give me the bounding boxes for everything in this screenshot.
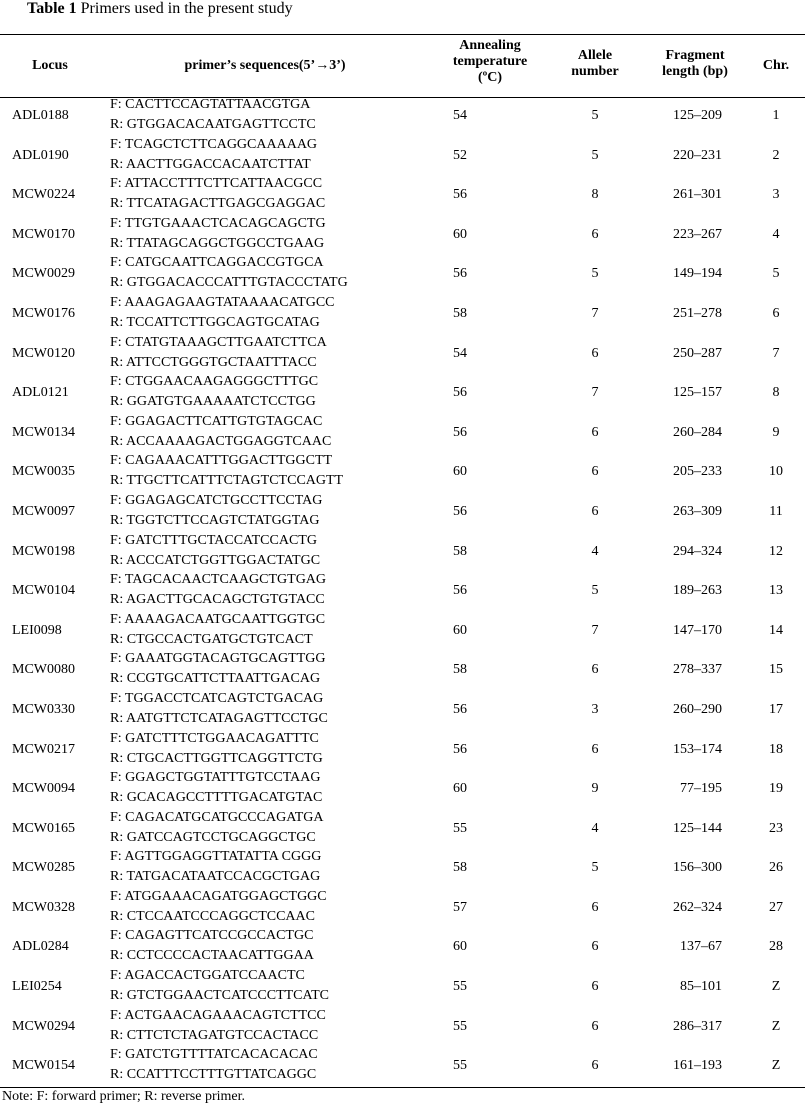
allele-number-cell: 6 — [591, 503, 599, 519]
table-row — [0, 216, 805, 256]
allele-number-cell: 9 — [591, 781, 599, 797]
fragment-length-cell: 220–231 — [673, 147, 722, 163]
reverse-primer-cell: R: TATGACATAATCCACGCTGAG — [110, 869, 321, 885]
reverse-primer-cell: R: CTGCACTTGGTTCAGGTTCTG — [110, 750, 323, 766]
annealing-temperature-cell: 55 — [453, 820, 467, 836]
annealing-temperature-cell: 60 — [453, 464, 467, 480]
allele-number-cell: 5 — [591, 108, 599, 123]
header-annealing-line-1: Annealing — [459, 38, 521, 53]
table-row — [0, 691, 805, 731]
locus-cell: ADL0121 — [12, 385, 69, 401]
reverse-primer-cell: R: TCCATTCTTGGCAGTGCATAG — [110, 314, 320, 330]
annealing-temperature-cell: 55 — [453, 979, 467, 995]
locus-cell: MCW0134 — [12, 424, 75, 440]
forward-primer-cell: F: AAAGAGAAGTATAAAACATGCC — [110, 294, 335, 310]
table-bottom-rule — [0, 1087, 805, 1088]
annealing-temperature-cell: 55 — [453, 1018, 467, 1034]
fragment-length-cell: 156–300 — [673, 860, 722, 876]
forward-primer-cell: F: GATCTGTTTTATCACACACAC — [110, 1047, 318, 1063]
allele-number-cell: 3 — [591, 701, 599, 717]
table-row — [0, 493, 805, 533]
chromosome-cell: 13 — [769, 583, 783, 599]
forward-primer-cell: F: TAGCACAACTCAAGCTGTGAG — [110, 572, 327, 588]
header-primer-sequences: primer’s sequences(5’→3’) — [184, 58, 346, 73]
annealing-temperature-cell: 58 — [453, 860, 467, 876]
forward-primer-cell: F: GGAGAGCATCTGCCTTCCTAG — [110, 492, 323, 508]
allele-number-cell: 6 — [591, 1058, 599, 1074]
table-body — [0, 97, 805, 1087]
fragment-length-cell: 85–101 — [680, 979, 722, 995]
annealing-temperature-cell: 56 — [453, 701, 467, 717]
allele-number-cell: 7 — [591, 305, 599, 321]
annealing-temperature-cell: 58 — [453, 662, 467, 678]
reverse-primer-cell: R: GTCTGGAACTCATCCCTTCATC — [110, 988, 329, 1004]
allele-number-cell: 5 — [591, 266, 599, 282]
annealing-temperature-cell: 58 — [453, 305, 467, 321]
header-allele-line-1: Allele — [577, 48, 613, 63]
table-row — [0, 651, 805, 691]
fragment-length-cell: 137–67 — [680, 939, 722, 955]
allele-number-cell: 6 — [591, 1018, 599, 1034]
table-row — [0, 374, 805, 414]
chromosome-cell: Z — [771, 979, 781, 995]
header-annealing-temperature — [420, 38, 560, 86]
forward-primer-cell: F: TGGACCTCATCAGTCTGACAG — [110, 690, 324, 706]
forward-primer-cell: F: GGAGACTTCATTGTGTAGCAC — [110, 413, 323, 429]
annealing-temperature-cell: 56 — [453, 503, 467, 519]
chromosome-cell: 26 — [769, 860, 783, 876]
allele-number-cell: 6 — [591, 979, 599, 995]
locus-cell: ADL0188 — [12, 108, 69, 123]
locus-cell: ADL0284 — [12, 939, 69, 955]
annealing-temperature-cell: 54 — [453, 345, 467, 361]
locus-cell: MCW0176 — [12, 305, 75, 321]
fragment-length-cell: 149–194 — [673, 266, 722, 282]
table-row — [0, 97, 805, 137]
fragment-length-cell: 250–287 — [673, 345, 722, 361]
annealing-temperature-cell: 58 — [453, 543, 467, 559]
table-row — [0, 533, 805, 573]
fragment-length-cell: 262–324 — [673, 899, 722, 915]
annealing-temperature-cell: 56 — [453, 583, 467, 599]
chromosome-cell: 18 — [769, 741, 783, 757]
reverse-primer-cell: R: GCACAGCCTTTTGACATGTAC — [110, 790, 323, 806]
chromosome-cell: 8 — [772, 385, 780, 401]
reverse-primer-cell: R: AGACTTGCACAGCTGTGTACC — [110, 592, 325, 608]
table-caption-label: Table 1 — [27, 0, 77, 17]
forward-primer-cell: F: AGACCACTGGATCCAACTC — [110, 968, 305, 984]
header-locus: Locus — [32, 58, 68, 73]
locus-cell: LEI0254 — [12, 979, 62, 995]
allele-number-cell: 6 — [591, 464, 599, 480]
table-row — [0, 137, 805, 177]
header-annealing-line-2: temperature — [452, 54, 528, 69]
fragment-length-cell: 260–290 — [673, 701, 722, 717]
chromosome-cell: 6 — [772, 305, 780, 321]
chromosome-cell: 9 — [772, 424, 780, 440]
chromosome-cell: 17 — [769, 701, 783, 717]
chromosome-cell: 28 — [769, 939, 783, 955]
reverse-primer-cell: R: CTCCAATCCCAGGCTCCAAC — [110, 908, 315, 924]
forward-primer-cell: F: ATGGAAACAGATGGAGCTGGC — [110, 888, 327, 904]
allele-number-cell: 6 — [591, 226, 599, 242]
annealing-temperature-cell: 56 — [453, 266, 467, 282]
annealing-temperature-cell: 56 — [453, 385, 467, 401]
annealing-temperature-cell: 60 — [453, 226, 467, 242]
fragment-length-cell: 286–317 — [673, 1018, 722, 1034]
locus-cell: MCW0104 — [12, 583, 75, 599]
reverse-primer-cell: R: AACTTGGACCACAATCTTAT — [110, 156, 311, 172]
table-row — [0, 1047, 805, 1087]
chromosome-cell: 15 — [769, 662, 783, 678]
forward-primer-cell: F: CATGCAATTCAGGACCGTGCA — [110, 255, 324, 271]
fragment-length-cell: 205–233 — [673, 464, 722, 480]
chromosome-cell: 1 — [772, 108, 780, 123]
chromosome-cell: 19 — [769, 781, 783, 797]
annealing-temperature-cell: 52 — [453, 147, 467, 163]
allele-number-cell: 6 — [591, 899, 599, 915]
table-caption-text: Primers used in the present study — [76, 0, 293, 17]
chromosome-cell: 11 — [769, 503, 783, 519]
fragment-length-cell: 153–174 — [673, 741, 722, 757]
table-row — [0, 849, 805, 889]
allele-number-cell: 6 — [591, 741, 599, 757]
locus-cell: ADL0190 — [12, 147, 69, 163]
reverse-primer-cell: R: CCGTGCATTCTTAATTGACAG — [110, 671, 321, 687]
table-row — [0, 731, 805, 771]
allele-number-cell: 5 — [591, 147, 599, 163]
reverse-primer-cell: R: TTGCTTCATTTCTAGTCTCCAGTT — [110, 473, 344, 489]
allele-number-cell: 7 — [591, 622, 599, 638]
allele-number-cell: 6 — [591, 424, 599, 440]
locus-cell: MCW0154 — [12, 1058, 75, 1074]
allele-number-cell: 6 — [591, 662, 599, 678]
chromosome-cell: 12 — [769, 543, 783, 559]
forward-primer-cell: F: TCAGCTCTTCAGGCAAAAAG — [110, 136, 318, 152]
allele-number-cell: 6 — [591, 939, 599, 955]
fragment-length-cell: 260–284 — [673, 424, 722, 440]
table-top-rule — [0, 34, 805, 35]
table-row — [0, 453, 805, 493]
annealing-temperature-cell: 55 — [453, 1058, 467, 1074]
chromosome-cell: Z — [771, 1018, 781, 1034]
table-row — [0, 968, 805, 1008]
locus-cell: LEI0098 — [12, 622, 62, 638]
table-row — [0, 295, 805, 335]
table-row — [0, 770, 805, 810]
fragment-length-cell: 278–337 — [673, 662, 722, 678]
fragment-length-cell: 261–301 — [673, 187, 722, 203]
allele-number-cell: 7 — [591, 385, 599, 401]
forward-primer-cell: F: GAAATGGTACAGTGCAGTTGG — [110, 651, 326, 667]
header-chromosome: Chr. — [762, 58, 790, 73]
annealing-temperature-cell: 60 — [453, 781, 467, 797]
locus-cell: MCW0328 — [12, 899, 75, 915]
forward-primer-cell: F: ACTGAACAGAAACAGTCTTCC — [110, 1007, 326, 1023]
chromosome-cell: 10 — [769, 464, 783, 480]
fragment-length-cell: 147–170 — [673, 622, 722, 638]
reverse-primer-cell: R: GGATGTGAAAAATCTCCTGG — [110, 394, 316, 410]
forward-primer-cell: F: AAAAGACAATGCAATTGGTGC — [110, 611, 326, 627]
table-row — [0, 255, 805, 295]
reverse-primer-cell: R: TTATAGCAGGCTGGCCTGAAG — [110, 235, 325, 251]
fragment-length-cell: 125–144 — [673, 820, 722, 836]
forward-primer-cell: F: CAGACATGCATGCCCAGATGA — [110, 809, 324, 825]
forward-primer-cell: F: GATCTTTCTGGAACAGATTTC — [110, 730, 319, 746]
locus-cell: MCW0170 — [12, 226, 75, 242]
reverse-primer-cell: R: CCTCCCCACTAACATTGGAA — [110, 948, 314, 964]
chromosome-cell: Z — [771, 1058, 781, 1074]
reverse-primer-cell: R: CTTCTCTAGATGTCCACTACC — [110, 1027, 319, 1043]
forward-primer-cell: F: CTATGTAAAGCTTGAATCTTCA — [110, 334, 327, 350]
chromosome-cell: 14 — [769, 622, 783, 638]
reverse-primer-cell: R: ATTCCTGGGTGCTAATTTACC — [110, 354, 317, 370]
reverse-primer-cell: R: ACCCATCTGGTTGGACTATGC — [110, 552, 321, 568]
allele-number-cell: 5 — [591, 583, 599, 599]
table-row — [0, 928, 805, 968]
locus-cell: MCW0217 — [12, 741, 75, 757]
locus-cell: MCW0080 — [12, 662, 75, 678]
locus-cell: MCW0035 — [12, 464, 75, 480]
table-row — [0, 889, 805, 929]
table-row — [0, 572, 805, 612]
annealing-temperature-cell: 60 — [453, 939, 467, 955]
chromosome-cell: 27 — [769, 899, 783, 915]
annealing-temperature-cell: 56 — [453, 741, 467, 757]
chromosome-cell: 23 — [769, 820, 783, 836]
chromosome-cell: 7 — [772, 345, 780, 361]
forward-primer-cell: F: TTGTGAAACTCACAGCAGCTG — [110, 215, 326, 231]
table-row — [0, 414, 805, 454]
reverse-primer-cell: R: CTGCCACTGATGCTGTCACT — [110, 631, 313, 647]
reverse-primer-cell: R: GTGGACACAATGAGTTCCTC — [110, 117, 316, 132]
table-row — [0, 612, 805, 652]
forward-primer-cell: F: CTGGAACAAGAGGGCTTTGC — [110, 374, 319, 390]
chromosome-cell: 4 — [772, 226, 780, 242]
allele-number-cell: 8 — [591, 187, 599, 203]
forward-primer-cell: F: CAGAGTTCATCCGCCACTGC — [110, 928, 314, 944]
locus-cell: MCW0224 — [12, 187, 75, 203]
fragment-length-cell: 223–267 — [673, 226, 722, 242]
fragment-length-cell: 125–157 — [673, 385, 722, 401]
forward-primer-cell: F: GGAGCTGGTATTTGTCCTAAG — [110, 770, 321, 786]
reverse-primer-cell: R: TTCATAGACTTGAGCGAGGAC — [110, 196, 326, 212]
locus-cell: MCW0330 — [12, 701, 75, 717]
table-row — [0, 176, 805, 216]
locus-cell: MCW0094 — [12, 781, 75, 797]
chromosome-cell: 2 — [772, 147, 780, 163]
reverse-primer-cell: R: GTGGACACCCATTTGTACCCTATG — [110, 275, 348, 291]
fragment-length-cell: 294–324 — [673, 543, 722, 559]
table-row — [0, 810, 805, 850]
forward-primer-cell: F: GATCTTTGCTACCATCCACTG — [110, 532, 317, 548]
chromosome-cell: 3 — [772, 187, 780, 203]
chromosome-cell: 5 — [772, 266, 780, 282]
allele-number-cell: 5 — [591, 860, 599, 876]
locus-cell: MCW0198 — [12, 543, 75, 559]
fragment-length-cell: 189–263 — [673, 583, 722, 599]
locus-cell: MCW0285 — [12, 860, 75, 876]
annealing-temperature-cell: 60 — [453, 622, 467, 638]
fragment-length-cell: 77–195 — [680, 781, 722, 797]
allele-number-cell: 4 — [591, 820, 599, 836]
header-annealing-line-3: (ºC) — [477, 70, 503, 85]
forward-primer-cell: F: AGTTGGAGGTTATATTA CGGG — [110, 849, 322, 865]
allele-number-cell: 6 — [591, 345, 599, 361]
annealing-temperature-cell: 56 — [453, 187, 467, 203]
fragment-length-cell: 263–309 — [673, 503, 722, 519]
reverse-primer-cell: R: ACCAAAAGACTGGAGGTCAAC — [110, 433, 332, 449]
reverse-primer-cell: R: TGGTCTTCCAGTCTATGGTAG — [110, 512, 320, 528]
forward-primer-cell: F: CACTTCCAGTATTAACGTGA — [110, 97, 311, 112]
locus-cell: MCW0120 — [12, 345, 75, 361]
table-note: Note: F: forward primer; R: reverse primer. — [2, 1089, 245, 1104]
reverse-primer-cell: R: CCATTTCCTTTGTTATCAGGC — [110, 1067, 317, 1083]
annealing-temperature-cell: 57 — [453, 899, 467, 915]
annealing-temperature-cell: 54 — [453, 108, 467, 123]
table-row — [0, 335, 805, 375]
allele-number-cell: 4 — [591, 543, 599, 559]
header-allele-number — [560, 48, 630, 80]
reverse-primer-cell: R: GATCCAGTCCTGCAGGCTGC — [110, 829, 316, 845]
locus-cell: MCW0294 — [12, 1018, 75, 1034]
locus-cell: MCW0097 — [12, 503, 75, 519]
forward-primer-cell: F: ATTACCTTTCTTCATTAACGCC — [110, 176, 323, 192]
annealing-temperature-cell: 56 — [453, 424, 467, 440]
table-caption — [27, 0, 293, 18]
fragment-length-cell: 125–209 — [673, 108, 722, 123]
header-fragment-line-1: Fragment — [665, 48, 725, 63]
forward-primer-cell: F: CAGAAACATTTGGACTTGGCTT — [110, 453, 333, 469]
fragment-length-cell: 251–278 — [673, 305, 722, 321]
header-fragment-line-2: length (bp) — [662, 64, 728, 79]
table-row — [0, 1008, 805, 1048]
reverse-primer-cell: R: AATGTTCTCATAGAGTTCCTGC — [110, 710, 328, 726]
header-fragment-length — [640, 48, 750, 80]
locus-cell: MCW0165 — [12, 820, 75, 836]
fragment-length-cell: 161–193 — [673, 1058, 722, 1074]
header-allele-line-2: number — [571, 64, 619, 79]
locus-cell: MCW0029 — [12, 266, 75, 282]
